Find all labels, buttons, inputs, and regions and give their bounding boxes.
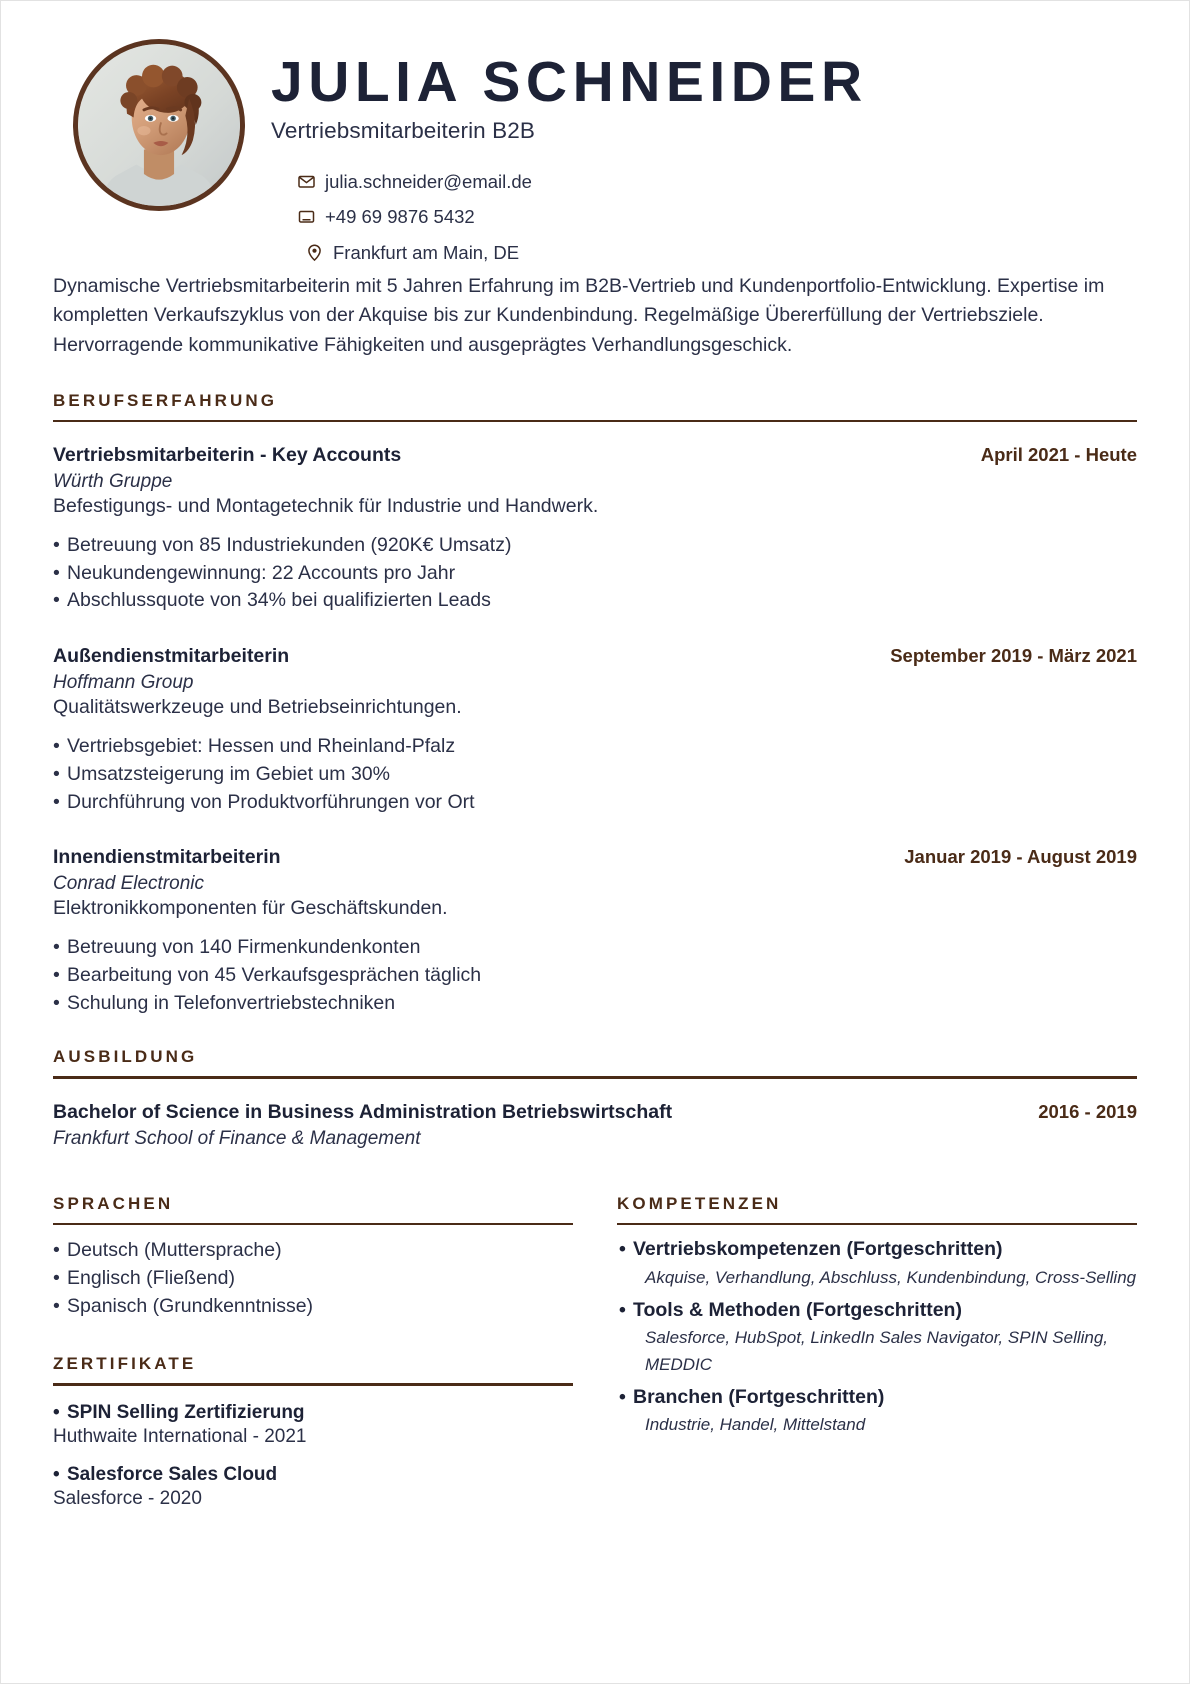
experience-bullet: • Betreuung von 85 Industriekunden (920K€ Umsatz) (53, 532, 1137, 560)
section-certificates (53, 1354, 573, 1510)
experience-header (53, 846, 1137, 869)
experience-title: Innendienstmitarbeiterin (53, 846, 281, 869)
contact-list (271, 164, 1137, 269)
skill-detail: Akquise, Verhandlung, Abschluss, Kundenbindung, Cross-Selling (645, 1267, 1137, 1287)
certificate-name: • Salesforce Sales Cloud (53, 1464, 573, 1486)
skill-detail: Salesforce, HubSpot, LinkedIn Sales Navigator, SPIN Selling, MEDDIC (645, 1328, 1109, 1374)
experience-description: Qualitätswerkzeuge und Betriebseinrichtungen. (53, 696, 462, 719)
section-languages (53, 1194, 573, 1321)
experience-company: Hoffmann Group (53, 672, 194, 694)
experience-company: Conrad Electronic (53, 873, 205, 895)
professional-summary: Dynamische Vertriebsmitarbeiterin mit 5 Jahren Erfahrung im B2B-Vertrieb und Kundenportfolio-Entwicklung. Expertise im kompletten Verkaufszyklus von der Akquise bis zur Kundenbindung. Regelmäßige Übererfüllung der Vertriebsziele. Hervorragende kommunikative Fähigkeiten und ausgeprägtes Verhandlungsgeschick. (53, 274, 1105, 356)
education-school: Frankfurt School of Finance & Management (53, 1127, 421, 1149)
skill-item (617, 1237, 1137, 1291)
experience-company: Würth Gruppe (53, 471, 173, 493)
left-column (53, 1194, 573, 1510)
section-languages-title: SPRACHEN (53, 1193, 174, 1213)
education-item (53, 1101, 1137, 1150)
section-divider (53, 1383, 573, 1386)
experience-description: Befestigungs- und Montagetechnik für Industrie und Handwerk. (53, 495, 599, 518)
section-divider (617, 1223, 1137, 1226)
section-education-title: AUSBILDUNG (53, 1047, 198, 1067)
resume-header (53, 31, 1137, 270)
certificate-item (53, 1464, 573, 1510)
language-item: • Spanisch (Grundkenntnisse) (53, 1293, 573, 1321)
skill-name: • Vertriebskompetenzen (Fortgeschritten) (617, 1237, 1137, 1262)
experience-dates: Januar 2019 - August 2019 (904, 846, 1137, 868)
section-experience-title: BERUFSERFAHRUNG (53, 390, 278, 410)
section-divider (53, 1223, 573, 1226)
section-divider (53, 420, 1137, 423)
experience-item (53, 846, 1137, 1017)
avatar-illustration (78, 44, 240, 206)
certificate-meta: Huthwaite International - 2021 (53, 1425, 307, 1447)
experience-dates: September 2019 - März 2021 (890, 645, 1137, 667)
section-education (53, 1047, 1137, 1150)
experience-bullets (53, 733, 1137, 816)
skill-detail: Industrie, Handel, Mittelstand (645, 1415, 866, 1435)
section-experience (53, 391, 1137, 1018)
certificate-meta: Salesforce - 2020 (53, 1487, 202, 1509)
language-item: • Englisch (Fließend) (53, 1265, 573, 1293)
bottom-columns (53, 1194, 1137, 1510)
experience-title: Vertriebsmitarbeiterin - Key Accounts (53, 444, 402, 467)
header-text-block (271, 39, 1137, 270)
avatar (73, 39, 245, 211)
skills-list (617, 1237, 1137, 1438)
experience-bullet: • Durchführung von Produktvorführungen vor Ort (53, 789, 1137, 817)
envelope-icon (297, 172, 316, 191)
experience-bullet: • Neukundengewinnung: 22 Accounts pro Jahr (53, 560, 1137, 588)
section-certificates-title: ZERTIFIKATE (53, 1354, 197, 1374)
experience-header (53, 645, 1137, 668)
education-degree: Bachelor of Science in Business Administration Betriebswirtschaft (53, 1100, 673, 1123)
section-skills-title: KOMPETENZEN (617, 1193, 782, 1213)
experience-header (53, 444, 1137, 467)
experience-item (53, 645, 1137, 816)
experience-title: Außendienstmitarbeiterin (53, 645, 290, 668)
contact-email[interactable] (271, 164, 1137, 199)
experience-description: Elektronikkomponenten für Geschäftskunden. (53, 897, 448, 920)
section-skills (617, 1194, 1137, 1439)
experience-bullets (53, 934, 1137, 1017)
experience-bullet: • Schulung in Telefonvertriebstechniken (53, 990, 1137, 1018)
experience-bullet: • Bearbeitung von 45 Verkaufsgesprächen täglich (53, 962, 1137, 990)
language-item: • Deutsch (Muttersprache) (53, 1237, 573, 1265)
certificate-name: • SPIN Selling Zertifizierung (53, 1402, 573, 1424)
phone-icon (297, 207, 316, 226)
contact-location (271, 235, 1137, 270)
page-title: JULIA SCHNEIDER (271, 50, 868, 114)
right-column (617, 1194, 1137, 1510)
languages-list (53, 1237, 573, 1320)
experience-dates: April 2021 - Heute (980, 444, 1137, 466)
experience-bullet: • Betreuung von 140 Firmenkundenkonten (53, 934, 1137, 962)
contact-phone-value: +49 69 9876 5432 (325, 206, 475, 228)
experience-bullet: • Vertriebsgebiet: Hessen und Rheinland-Pfalz (53, 733, 1137, 761)
section-divider (53, 1076, 1137, 1079)
skill-item (617, 1385, 1137, 1439)
education-header (53, 1101, 1137, 1124)
skill-item (617, 1298, 1137, 1378)
contact-phone[interactable] (271, 199, 1137, 234)
job-role-subtitle: Vertriebsmitarbeiterin B2B (271, 118, 535, 144)
experience-bullets (53, 532, 1137, 615)
certificate-item (53, 1402, 573, 1448)
contact-location-value: Frankfurt am Main, DE (333, 241, 520, 263)
education-dates: 2016 - 2019 (1038, 1100, 1137, 1122)
contact-email-value: julia.schneider@email.de (325, 171, 532, 193)
experience-bullet: • Abschlussquote von 34% bei qualifizierten Leads (53, 587, 1137, 615)
location-pin-icon (305, 243, 324, 262)
skill-name: • Branchen (Fortgeschritten) (617, 1385, 1137, 1410)
skill-name: • Tools & Methoden (Fortgeschritten) (617, 1298, 1137, 1323)
experience-bullet: • Umsatzsteigerung im Gebiet um 30% (53, 761, 1137, 789)
experience-item (53, 444, 1137, 615)
